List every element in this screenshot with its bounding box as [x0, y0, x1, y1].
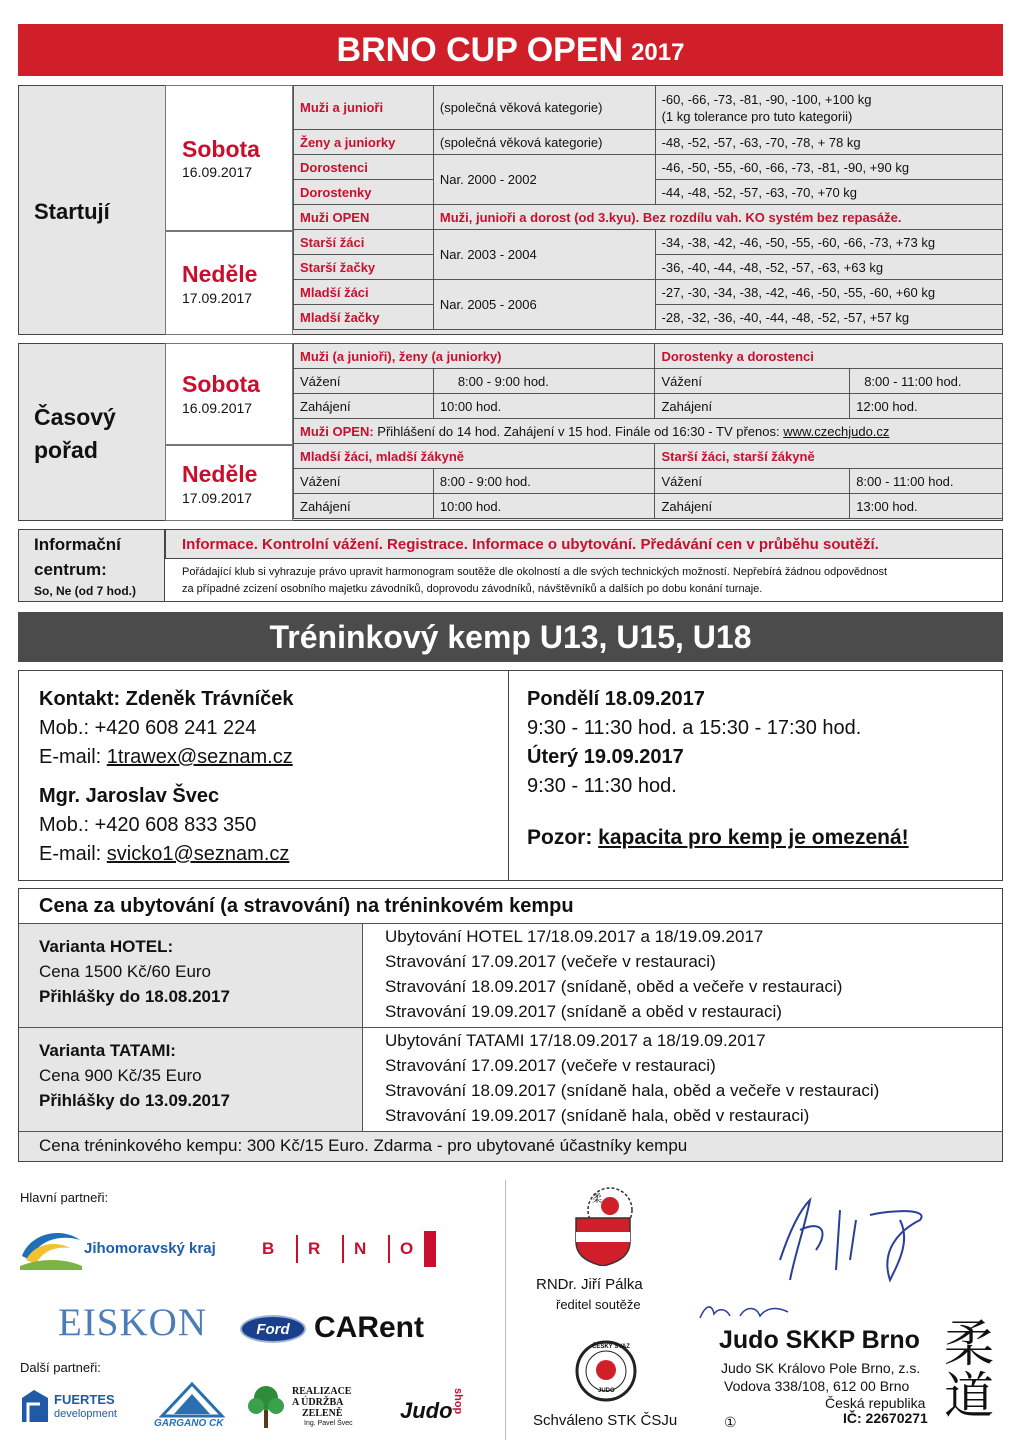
- ford-logo: Ford: [240, 1315, 306, 1343]
- seal-top-text: ČESKÝ SVAZ: [592, 1344, 630, 1350]
- price-table: [18, 888, 1003, 1162]
- page-year: 2017: [631, 39, 685, 66]
- club-crest-icon: [570, 1182, 654, 1266]
- info-text-1: Pořádající klub si vyhrazuje právo upravit harmonogram soutěže dle okolností a dle svých technických možností. Nepřebírá žádnou odpovědnost: [182, 566, 887, 578]
- club-line-4: IČ: 22670271: [843, 1410, 928, 1426]
- weighing-label: Vážení: [294, 369, 434, 394]
- zelen-l1: REALIZACE: [292, 1386, 352, 1397]
- schedule-head-left: Muži (a junioři), ženy (a juniorky): [294, 344, 655, 369]
- weights-cell: -46, -50, -55, -60, -66, -73, -81, -90, +90 kg: [655, 155, 1002, 180]
- fuertes-name: FUERTES: [54, 1392, 115, 1407]
- club-title: Judo SKKP Brno: [719, 1326, 920, 1354]
- approved-text: Schváleno STK ČSJu: [533, 1412, 678, 1429]
- startuji-sun-day: Neděle: [182, 261, 258, 287]
- camp-divider: [508, 670, 509, 881]
- brno-logo: [262, 1231, 438, 1267]
- brno-bar: [424, 1231, 436, 1267]
- open-schedule-text: Přihlášení do 14 hod. Zahájení v 15 hod. Finále od 16:30 - TV přenos:: [373, 423, 784, 439]
- category-cell: Dorostenci: [294, 155, 434, 180]
- table-row: [294, 494, 1003, 519]
- tatami-price: Cena 900 Kč/35 Euro: [39, 1066, 202, 1085]
- header-title-bar: [18, 24, 1003, 76]
- jmk-name: Jihomoravský kraj: [84, 1240, 216, 1257]
- opening-label: Zahájení: [655, 494, 850, 519]
- carent-logo: CARent: [314, 1311, 424, 1344]
- open-schedule-cell: [294, 419, 1003, 444]
- open-note-cell: Muži, junioři a dorost (od 3.kyu). Bez rozdílu vah. KO systém bez repasáže.: [433, 205, 1002, 230]
- list-item: Ubytování HOTEL 17/18.09.2017 a 18/19.09.2017: [385, 927, 764, 946]
- contact-2-name: Mgr. Jaroslav Švec: [39, 785, 220, 807]
- hotel-deadline: Přihlášky do 18.08.2017: [39, 987, 230, 1006]
- price-footer: Cena tréninkového kempu: 300 Kč/15 Euro. Zdarma - pro ubytované účastníky kempu: [19, 1131, 1002, 1161]
- camp-title-bar: [18, 612, 1003, 662]
- table-row: [294, 469, 1003, 494]
- club-line-2: Vodova 338/108, 612 00 Brno: [724, 1378, 910, 1394]
- list-item: Stravování 17.09.2017 (večeře v restauraci): [385, 1056, 716, 1075]
- camp-day-2-time: 9:30 - 11:30 hod.: [527, 775, 677, 797]
- main-partners-label: Hlavní partneři:: [20, 1190, 109, 1205]
- category-cell: Mladší žačky: [294, 305, 434, 330]
- kanji-do: 道: [944, 1367, 994, 1425]
- brno-divider: [296, 1235, 298, 1263]
- weights-cell: -44, -48, -52, -57, -63, -70, +70 kg: [655, 180, 1002, 205]
- info-headline: Informace. Kontrolní vážení. Registrace. Informace o ubytování. Předávání cen v průběhu soutěží.: [182, 536, 879, 553]
- director-role: ředitel soutěže: [556, 1297, 641, 1312]
- contact-2-email-label: E-mail:: [39, 843, 107, 865]
- weights-cell: -34, -38, -42, -46, -50, -55, -60, -66, -73, +73 kg: [655, 230, 1002, 255]
- age-cell: Nar. 2005 - 2006: [433, 280, 655, 330]
- table-row: [294, 394, 1003, 419]
- category-cell: Starší žačky: [294, 255, 434, 280]
- brno-letter: R: [308, 1239, 321, 1258]
- price-title: Cena za ubytování (a stravování) na tréninkovém kempu: [39, 895, 574, 917]
- category-cell: Muži a junioři: [294, 86, 434, 130]
- brno-letter: N: [354, 1239, 367, 1258]
- hotel-price: Cena 1500 Kč/60 Euro: [39, 962, 212, 981]
- table-row: [294, 369, 1003, 394]
- contact-1-name: Kontakt: Zdeněk Trávníček: [39, 688, 294, 710]
- gargano-logo: [152, 1382, 232, 1432]
- price-row-hotel: [19, 923, 1002, 1027]
- category-cell: Dorostenky: [294, 180, 434, 205]
- tatami-deadline: Přihlášky do 13.09.2017: [39, 1091, 230, 1110]
- judo-kanji: [944, 1315, 994, 1425]
- hotel-details: [363, 924, 1002, 1027]
- director-signature-icon: [760, 1190, 940, 1290]
- circled-number: ①: [724, 1414, 737, 1430]
- age-cell: Nar. 2003 - 2004: [433, 230, 655, 280]
- weighing-time: 8:00 - 9:00 hod.: [433, 469, 655, 494]
- camp-schedule: [527, 685, 909, 852]
- startuji-sun-date: 17.09.2017: [182, 290, 253, 306]
- info-label-2: centrum:: [34, 560, 107, 579]
- opening-label: Zahájení: [655, 394, 850, 419]
- hotel-name: Varianta HOTEL:: [39, 937, 174, 956]
- contact-1-email-row: [39, 743, 294, 772]
- tatami-summary: [19, 1028, 363, 1131]
- category-cell: Mladší žáci: [294, 280, 434, 305]
- open-schedule-label: Muži OPEN:: [300, 423, 374, 439]
- zelen-l4: Ing. Pavel Švec: [304, 1420, 353, 1427]
- tatami-name: Varianta TATAMI:: [39, 1041, 176, 1060]
- hotel-summary: [19, 924, 363, 1027]
- kanji-ju: 柔: [944, 1315, 994, 1373]
- price-row-tatami: [19, 1027, 1002, 1131]
- age-cell: (společná věková kategorie): [433, 130, 655, 155]
- other-partners-label: Další partneři:: [20, 1360, 101, 1375]
- table-row: [294, 230, 1003, 255]
- fuertes-sub: development: [54, 1408, 117, 1420]
- schedule-head-left: Mladší žáci, mladší žákyně: [294, 444, 655, 469]
- contact-2-email-row: [39, 840, 294, 869]
- camp-title: Tréninkový kemp U13, U15, U18: [269, 618, 752, 655]
- age-cell: Nar. 2000 - 2002: [433, 155, 655, 205]
- weights-cell: -27, -30, -34, -38, -42, -46, -50, -55, -60, +60 kg: [655, 280, 1002, 305]
- zelen-logo: [246, 1384, 378, 1430]
- zelen-l3: ZELENĚ: [302, 1408, 343, 1419]
- schedule-sat-date: 16.09.2017: [182, 400, 253, 416]
- startuji-label: Startují: [34, 199, 110, 224]
- gargano-triangle-icon: [152, 1382, 232, 1418]
- list-item: Stravování 17.09.2017 (večeře v restauraci): [385, 952, 716, 971]
- opening-time: 10:00 hod.: [433, 394, 655, 419]
- category-cell: Muži OPEN: [294, 205, 434, 230]
- brno-letter: B: [262, 1239, 275, 1258]
- tv-link[interactable]: www.czechjudo.cz: [783, 423, 890, 439]
- list-item: Stravování 19.09.2017 (snídaně a oběd v restauraci): [385, 1002, 782, 1021]
- weighing-time: 8:00 - 11:00 hod.: [850, 369, 1003, 394]
- camp-warning-text: kapacita pro kemp je omezená!: [598, 826, 909, 849]
- contact-2-email-link[interactable]: svicko1@seznam.cz: [106, 843, 290, 865]
- opening-time: 12:00 hod.: [850, 394, 1003, 419]
- list-item: Ubytování TATAMI 17/18.09.2017 a 18/19.09.2017: [385, 1031, 766, 1050]
- weighing-time: 8:00 - 11:00 hod.: [850, 469, 1003, 494]
- categories-table: [293, 85, 1003, 330]
- opening-time: 13:00 hod.: [850, 494, 1003, 519]
- club-line-1: Judo SK Královo Pole Brno, z.s.: [721, 1360, 921, 1376]
- club-line-3: Česká republika: [825, 1395, 926, 1411]
- opening-label: Zahájení: [294, 394, 434, 419]
- seal-bottom-text: JUDO: [598, 1388, 615, 1394]
- table-row: [294, 86, 1003, 130]
- camp-warning-label: Pozor:: [527, 826, 599, 849]
- opening-time: 10:00 hod.: [433, 494, 655, 519]
- brno-divider: [388, 1235, 390, 1263]
- tatami-details: [363, 1028, 1002, 1131]
- fuertes-logo: [20, 1388, 140, 1424]
- list-item: Stravování 19.09.2017 (snídaně hala, oběd v restauraci): [385, 1106, 810, 1125]
- table-row: [294, 344, 1003, 369]
- info-text-2: za případné zcizení osobního majetku závodníků, doprovodu závodníků, návštěvníků a dalších po dobu konání turnaje.: [182, 583, 763, 595]
- camp-day-1-time: 9:30 - 11:30 hod. a 15:30 - 17:30 hod.: [527, 717, 862, 739]
- weighing-label: Vážení: [655, 469, 850, 494]
- schedule-table: [293, 343, 1003, 519]
- judoshop-name: Judo: [400, 1398, 453, 1423]
- eiskon-logo: EISKON: [58, 1301, 207, 1344]
- weights-cell: -36, -40, -44, -48, -52, -57, -63, +63 kg: [655, 255, 1002, 280]
- category-cell: Starší žáci: [294, 230, 434, 255]
- table-row: [294, 444, 1003, 469]
- gargano-name: GARGANO CK: [154, 1418, 224, 1429]
- opening-label: Zahájení: [294, 494, 434, 519]
- weights-note: (1 kg tolerance pro tuto kategorii): [661, 108, 853, 124]
- fuertes-mark-icon: [20, 1388, 50, 1422]
- contact-1-email-label: E-mail:: [39, 746, 107, 768]
- weighing-time: 8:00 - 9:00 hod.: [433, 369, 655, 394]
- age-cell: (společná věková kategorie): [433, 86, 655, 130]
- list-item: Stravování 18.09.2017 (snídaně hala, oběd a večeře v restauraci): [385, 1081, 880, 1100]
- startuji-sat-date: 16.09.2017: [182, 164, 253, 180]
- jmk-swoosh-icon: [20, 1226, 82, 1270]
- brno-letter: O: [400, 1239, 414, 1258]
- page-title: BRNO CUP OPEN: [336, 30, 624, 69]
- judoshop-logo: [400, 1388, 470, 1434]
- camp-day-1: Pondělí 18.09.2017: [527, 688, 705, 710]
- weighing-label: Vážení: [655, 369, 850, 394]
- table-row: [294, 130, 1003, 155]
- brno-divider: [342, 1235, 344, 1263]
- weighing-label: Vážení: [294, 469, 434, 494]
- partners-divider: [505, 1180, 506, 1440]
- contact-1-email-link[interactable]: 1trawex@seznam.cz: [106, 746, 293, 768]
- csju-seal-icon: [575, 1340, 637, 1402]
- club-signature-icon: [696, 1300, 796, 1324]
- svg-text:柔: 柔: [592, 1194, 602, 1205]
- camp-day-2: Úterý 19.09.2017: [527, 746, 684, 768]
- schedule-sat-day: Sobota: [182, 371, 260, 397]
- schedule-sun-day: Neděle: [182, 461, 258, 487]
- weights-cell: -48, -52, -57, -63, -70, -78, + 78 kg: [655, 130, 1002, 155]
- table-row: [294, 205, 1003, 230]
- startuji-sat-day: Sobota: [182, 136, 260, 162]
- judoshop-vertical: shop: [452, 1388, 464, 1415]
- schedule-sun-date: 17.09.2017: [182, 490, 253, 506]
- table-row: [294, 419, 1003, 444]
- info-label-1: Informační: [34, 535, 121, 554]
- weights-cell: [655, 86, 1002, 130]
- category-cell: Ženy a juniorky: [294, 130, 434, 155]
- tree-icon: [246, 1384, 286, 1428]
- contact-1: [39, 685, 294, 869]
- zelen-l2: A ÚDRŽBA: [292, 1397, 344, 1408]
- schedule-label-1: Časový: [34, 404, 116, 430]
- contact-2-mobile: Mob.: +420 608 833 350: [39, 814, 257, 836]
- contact-1-mobile: Mob.: +420 608 241 224: [39, 717, 257, 739]
- camp-warning: [527, 823, 909, 852]
- table-row: [294, 280, 1003, 305]
- director-name: RNDr. Jiří Pálka: [536, 1276, 643, 1293]
- schedule-label-2: pořad: [34, 437, 98, 463]
- weights-cell: -28, -32, -36, -40, -44, -48, -52, -57, +57 kg: [655, 305, 1002, 330]
- schedule-head-right: Dorostenky a dorostenci: [655, 344, 1003, 369]
- jmk-logo: [20, 1226, 260, 1270]
- table-row: [294, 155, 1003, 180]
- list-item: Stravování 18.09.2017 (snídaně, oběd a večeře v restauraci): [385, 977, 843, 996]
- info-label-3: So, Ne (od 7 hod.): [34, 584, 136, 598]
- schedule-head-right: Starší žáci, starší žákyně: [655, 444, 1003, 469]
- weights-text: -60, -66, -73, -81, -90, -100, +100 kg: [661, 91, 872, 107]
